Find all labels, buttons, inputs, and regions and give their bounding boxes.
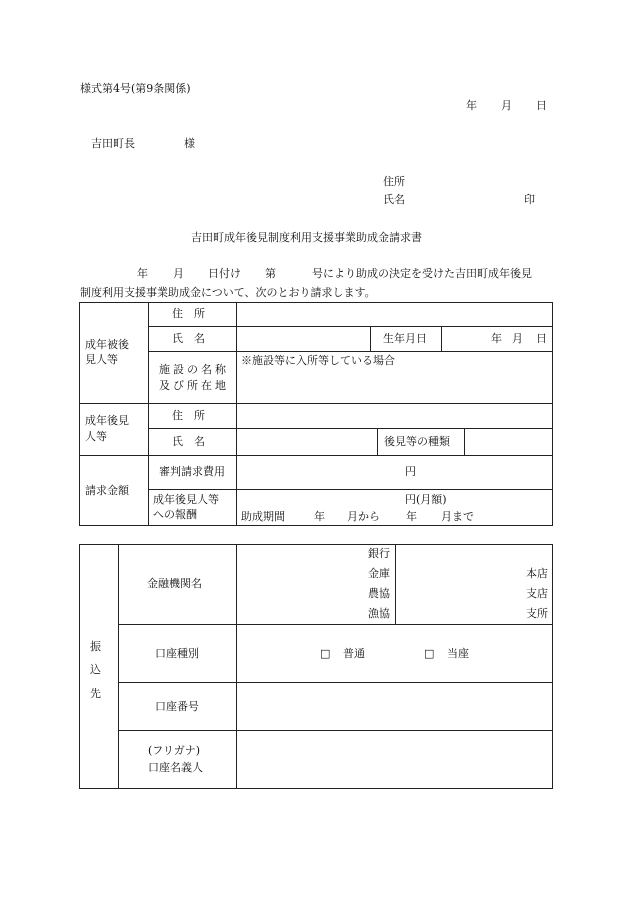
date-day-label: 日 bbox=[536, 99, 547, 112]
period-year-from: 年 bbox=[314, 510, 325, 523]
ward-facility-note: ※施設等に入所等している場合 bbox=[241, 354, 395, 367]
compensation-unit: 円(月額) bbox=[405, 493, 447, 506]
branch-type-head: 本店 bbox=[526, 567, 548, 580]
ward-birthdate-label: 生年月日 bbox=[383, 332, 427, 345]
addressee-name: 吉田町長 bbox=[91, 137, 135, 150]
trial-cost-unit: 円 bbox=[405, 465, 416, 478]
ward-facility-label-2: 及び所在地 bbox=[159, 379, 229, 392]
body-line2: 制度利用支援事業助成金について、次のとおり請求します。 bbox=[80, 286, 376, 299]
body-year: 年 bbox=[137, 267, 148, 280]
guardian-type-label: 後見等の種類 bbox=[384, 435, 450, 448]
bank-label: 金融機関名 bbox=[147, 577, 202, 590]
date-year-label: 年 bbox=[466, 99, 477, 112]
holder-label-1: (フリガナ) bbox=[148, 744, 201, 757]
checkbox-ordinary[interactable]: □ bbox=[320, 647, 331, 660]
document-title: 吉田町成年後見制度利用支援事業助成金請求書 bbox=[191, 231, 422, 244]
applicant-name-label: 氏名 bbox=[383, 193, 405, 206]
body-month: 月 bbox=[173, 267, 184, 280]
account-type-label: 口座種別 bbox=[155, 647, 199, 660]
branch-type-branch: 支店 bbox=[526, 587, 548, 600]
ward-section-label-2: 見人等 bbox=[85, 353, 118, 366]
trial-cost-label: 審判請求費用 bbox=[159, 465, 225, 478]
transfer-side-label-2: 込 bbox=[90, 663, 101, 676]
ward-facility-label-1: 施設の名称 bbox=[159, 363, 229, 376]
guardian-address-label: 住 所 bbox=[172, 409, 205, 422]
amount-section-label: 請求金額 bbox=[85, 484, 129, 497]
bank-type-shinkin: 金庫 bbox=[368, 567, 390, 580]
guardian-section-label-2: 人等 bbox=[85, 430, 107, 443]
period-month-from: 月から bbox=[347, 510, 380, 523]
checkbox-current[interactable]: □ bbox=[424, 647, 435, 660]
applicant-address-label: 住所 bbox=[383, 175, 405, 188]
branch-type-sub: 支所 bbox=[526, 607, 548, 620]
holder-label-2: 口座名義人 bbox=[148, 761, 203, 774]
body-number-prefix: 第 bbox=[265, 267, 276, 280]
form-number: 様式第4号(第9条関係) bbox=[80, 82, 191, 95]
option-ordinary-label: 普通 bbox=[343, 647, 365, 660]
compensation-label-1: 成年後見人等 bbox=[153, 493, 219, 506]
period-month-to: 月まで bbox=[441, 510, 474, 523]
body-day-dated: 日付け bbox=[208, 267, 241, 280]
transfer-side-label-3: 先 bbox=[90, 687, 101, 700]
guardian-name-label: 氏 名 bbox=[172, 435, 205, 448]
ward-birthdate-day: 日 bbox=[536, 332, 547, 345]
ward-section-label-1: 成年被後 bbox=[85, 338, 129, 351]
body-line1-text: 号により助成の決定を受けた吉田町成年後見 bbox=[312, 267, 532, 280]
period-year-to: 年 bbox=[406, 510, 417, 523]
ward-birthdate-year: 年 bbox=[491, 332, 502, 345]
ward-name-label: 氏 名 bbox=[172, 332, 205, 345]
date-month-label: 月 bbox=[501, 99, 512, 112]
guardian-section-label-1: 成年後見 bbox=[85, 414, 129, 427]
ward-address-label: 住 所 bbox=[172, 307, 205, 320]
bank-type-ja: 農協 bbox=[368, 587, 390, 600]
period-label: 助成期間 bbox=[241, 510, 285, 523]
compensation-label-2: への報酬 bbox=[153, 508, 197, 521]
transfer-side-label-1: 振 bbox=[90, 640, 101, 653]
account-number-label: 口座番号 bbox=[155, 700, 199, 713]
bank-type-bank: 銀行 bbox=[368, 547, 390, 560]
ward-birthdate-month: 月 bbox=[512, 332, 523, 345]
bank-type-jf: 漁協 bbox=[368, 607, 390, 620]
addressee-honorific: 様 bbox=[184, 137, 195, 150]
applicant-seal: 印 bbox=[524, 193, 535, 206]
option-current-label: 当座 bbox=[447, 647, 469, 660]
